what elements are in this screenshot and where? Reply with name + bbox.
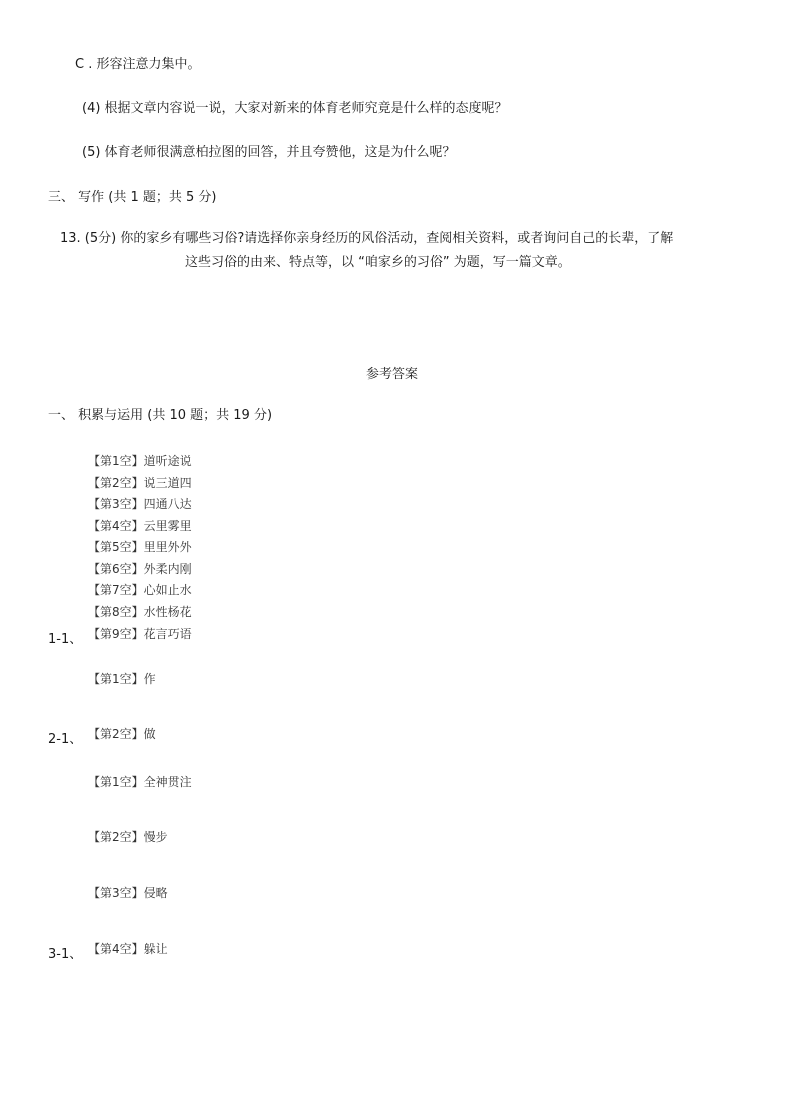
answers-title: 参考答案 [366,367,419,382]
question-5: (5) 体育老师很满意柏拉图的回答，并且夸赞他，这是为什么呢？ [82,145,456,160]
answer-1-blank-1: 【第1空】道听途说 [88,454,192,468]
answer-2-blank-1: 【第1空】作 [88,672,156,686]
question-13-line-2: 这些习俗的由来、特点等，以 “咱家乡的习俗” 为题，写一篇文章。 [185,255,571,270]
section-heading-writing: 三、 写作 (共 1 题；共 5 分) [48,190,217,205]
answer-1-blank-7: 【第7空】心如止水 [88,583,192,597]
answer-2-label: 2-1、 [48,732,83,747]
question-13-line-1: 13. (5分) 你的家乡有哪些习俗?请选择你亲身经历的风俗活动，查阅相关资料，或者询问自己的长辈，了解 [60,231,674,246]
answer-1-blank-5: 【第5空】里里外外 [88,540,192,554]
answer-3-blank-2: 【第2空】慢步 [88,830,168,844]
answer-1-blank-3: 【第3空】四通八达 [88,497,192,511]
answer-1-blank-2: 【第2空】说三道四 [88,476,192,490]
option-c: C . 形容注意力集中。 [75,57,201,72]
answer-3-label: 3-1、 [48,947,83,962]
answer-2-blank-2: 【第2空】做 [88,727,156,741]
answer-1-blank-4: 【第4空】云里雾里 [88,519,192,533]
answer-1-blank-6: 【第6空】外柔内刚 [88,562,192,576]
answer-3-blank-1: 【第1空】全神贯注 [88,775,192,789]
answer-1-label: 1-1、 [48,632,83,647]
answer-3-blank-4: 【第4空】躲让 [88,942,168,956]
answer-1-blank-9: 【第9空】花言巧语 [88,627,192,641]
answer-1-blank-8: 【第8空】水性杨花 [88,605,192,619]
question-4: (4) 根据文章内容说一说，大家对新来的体育老师究竟是什么样的态度呢？ [82,101,508,116]
answer-3-blank-3: 【第3空】侵略 [88,886,168,900]
section-heading-accumulation: 一、 积累与运用 (共 10 题；共 19 分) [48,408,273,423]
